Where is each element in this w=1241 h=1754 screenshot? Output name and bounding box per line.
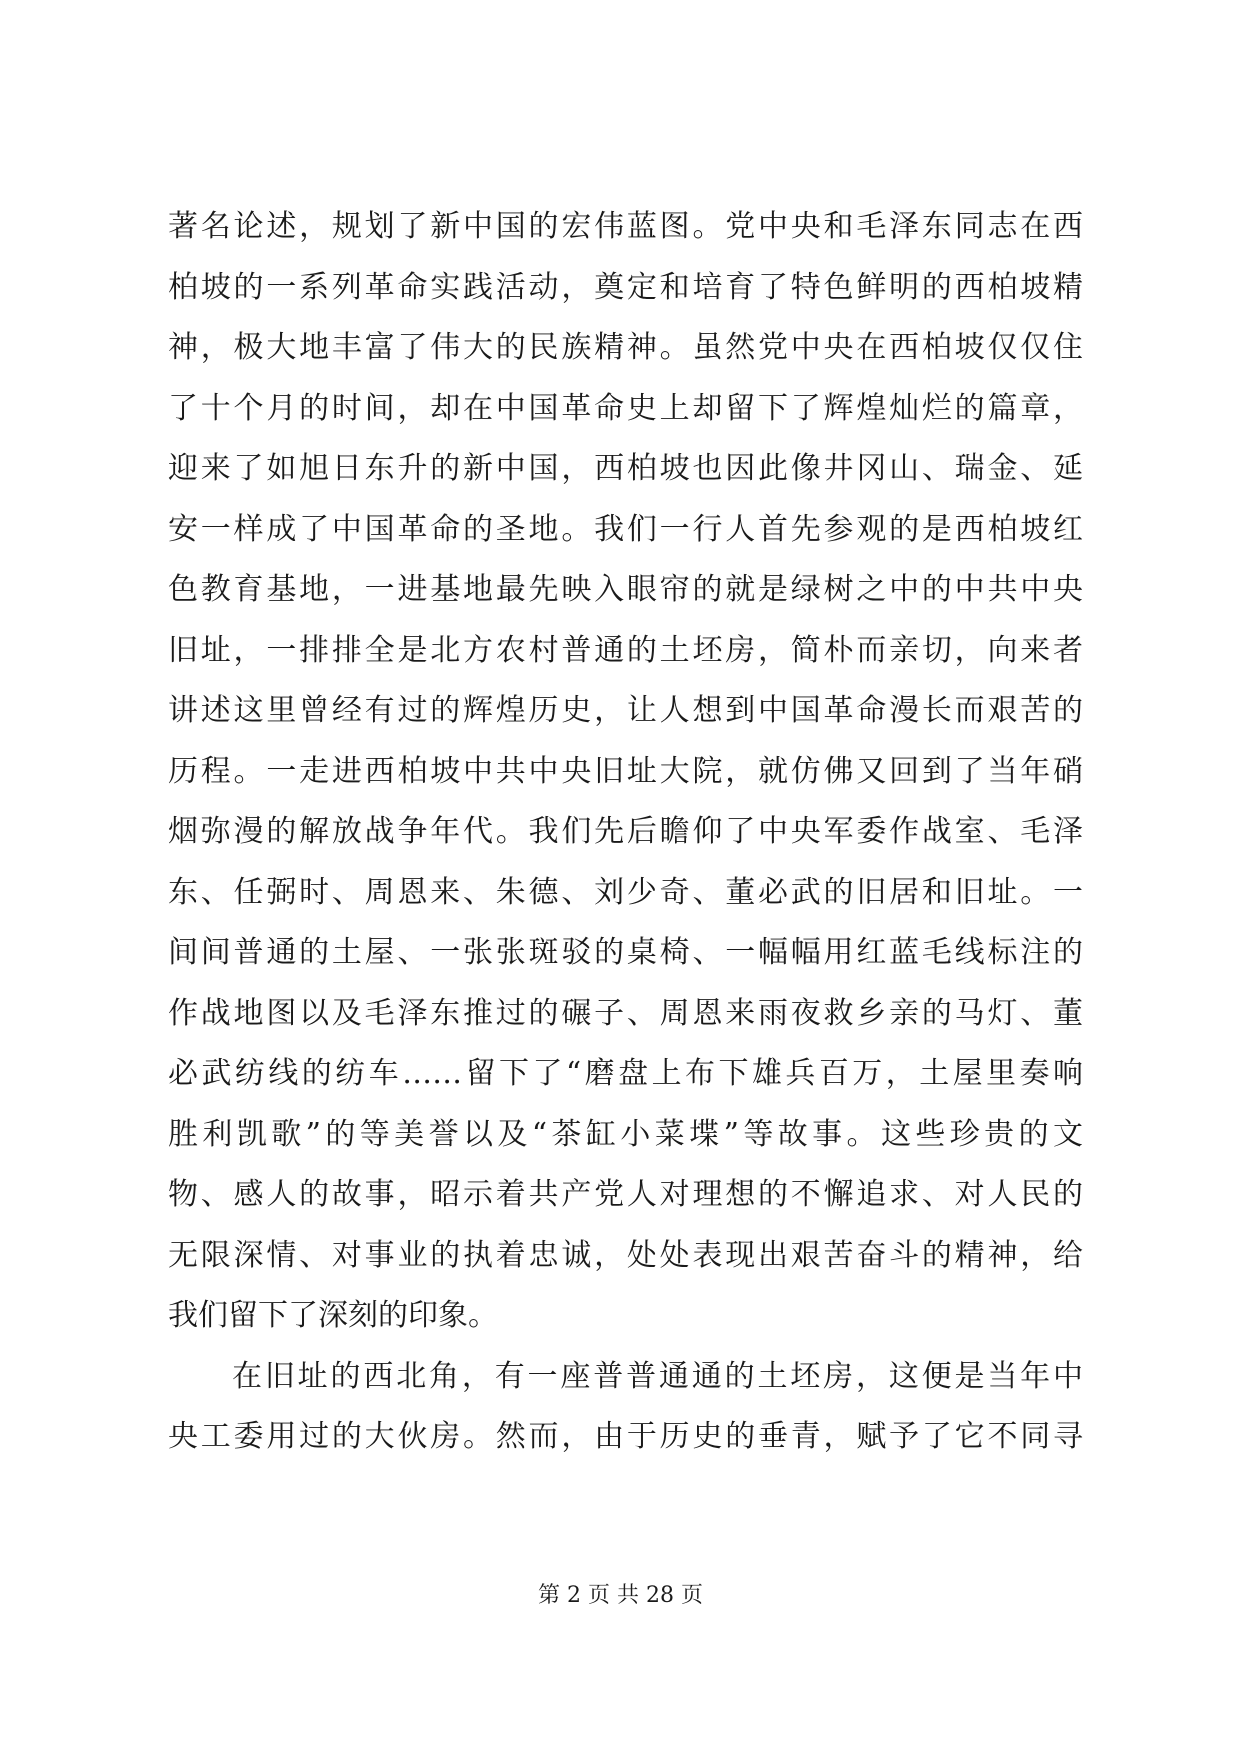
text-line: 旧址，一排排全是北方农村普通的土坯房，简朴而亲切，向来者	[168, 632, 1083, 668]
paragraph-start-line: 在旧址的西北角，有一座普普通通的土坯房，这便是当年中	[232, 1358, 1083, 1394]
text-line: 安一样成了中国革命的圣地。我们一行人首先参观的是西柏坡红	[168, 511, 1083, 547]
text-line: 间间普通的土屋、一张张斑驳的桌椅、一幅幅用红蓝毛线标注的	[168, 935, 1083, 970]
text-line: 必武纺线的纺车……留下了“磨盘上布下雄兵百万，土屋里奏响	[168, 1056, 1083, 1091]
text-line: 著名论述，规划了新中国的宏伟蓝图。党中央和毛泽东同志在西	[168, 209, 1083, 244]
text-line: 历程。一走进西柏坡中共中央旧址大院，就仿佛又回到了当年硝	[168, 753, 1083, 789]
body-text	[168, 197, 1083, 1468]
page-number-footer: 第 2 页 共 28 页	[538, 1583, 703, 1608]
text-line: 烟弥漫的解放战争年代。我们先后瞻仰了中央军委作战室、毛泽	[168, 814, 1083, 849]
text-line: 柏坡的一系列革命实践活动，奠定和培育了特色鲜明的西柏坡精	[168, 269, 1083, 305]
text-line: 作战地图以及毛泽东推过的碾子、周恩来雨夜救乡亲的马灯、董	[168, 995, 1083, 1031]
text-line: 胜利凯歌”的等美誉以及“茶缸小菜堞”等故事。这些珍贵的文	[168, 1116, 1083, 1152]
paragraph-end-line: 我们留下了深刻的印象。	[168, 1298, 498, 1333]
text-line: 神，极大地丰富了伟大的民族精神。虽然党中央在西柏坡仅仅住	[168, 330, 1083, 365]
text-line: 东、任弼时、周恩来、朱德、刘少奇、董必武的旧居和旧址。一	[168, 874, 1083, 910]
text-line: 央工委用过的大伙房。然而，由于历史的垂青，赋予了它不同寻	[168, 1419, 1083, 1454]
text-line: 无限深情、对事业的执着忠诚，处处表现出艰苦奋斗的精神，给	[168, 1237, 1083, 1273]
text-line: 迎来了如旭日东升的新中国，西柏坡也因此像井冈山、瑞金、延	[168, 451, 1083, 486]
text-line: 色教育基地，一进基地最先映入眼帘的就是绿树之中的中共中央	[168, 572, 1083, 607]
text-line: 讲述这里曾经有过的辉煌历史，让人想到中国革命漫长而艰苦的	[168, 693, 1083, 728]
text-line: 了十个月的时间，却在中国革命史上却留下了辉煌灿烂的篇章，	[168, 390, 1083, 426]
text-line: 物、感人的故事，昭示着共产党人对理想的不懈追求、对人民的	[168, 1177, 1083, 1212]
